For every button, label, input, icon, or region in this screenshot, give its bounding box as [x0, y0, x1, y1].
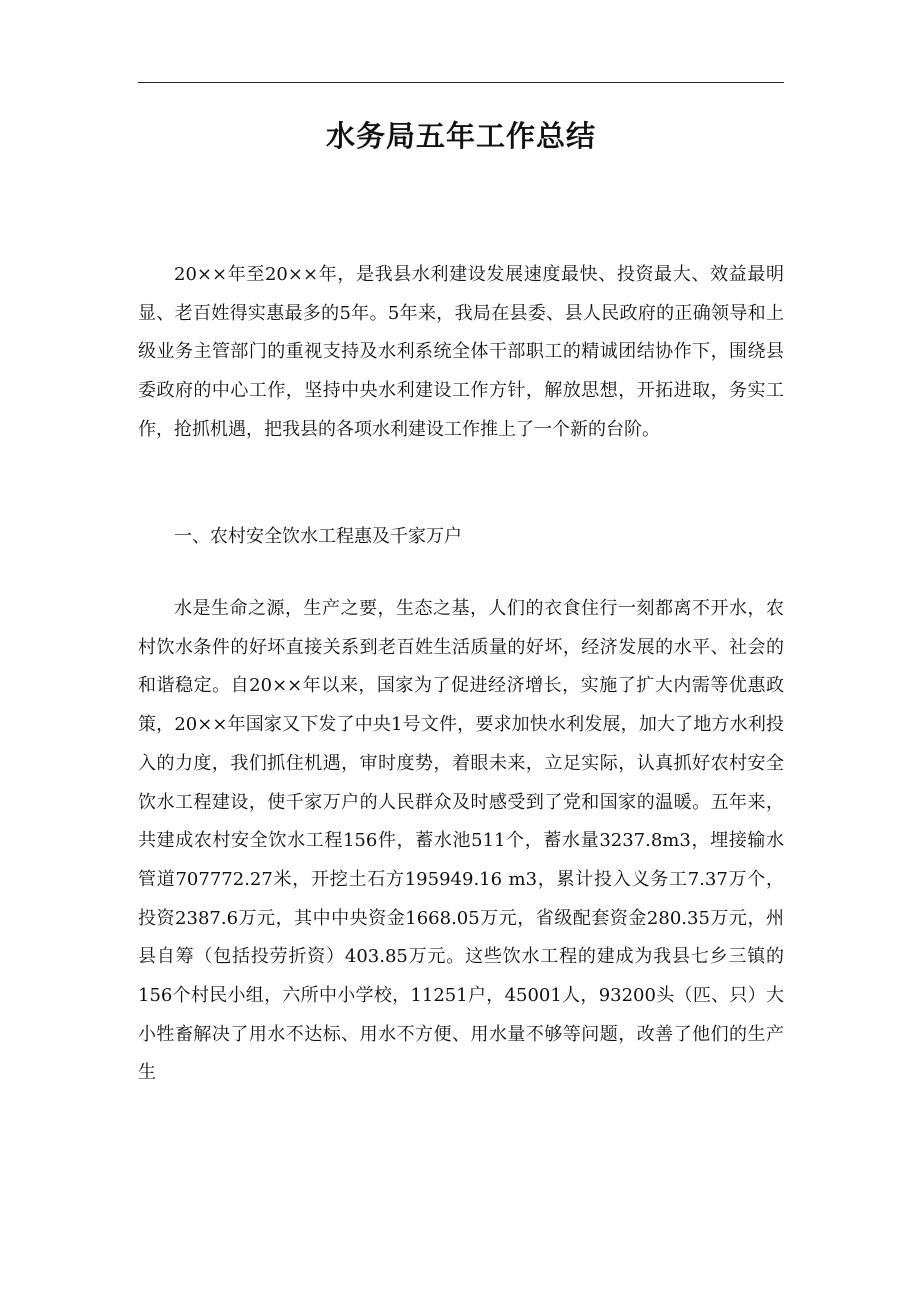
- section-heading: 一、农村安全饮水工程惠及千家万户: [174, 526, 462, 547]
- section-paragraph: 水是生命之源，生产之要，生态之基，人们的衣食住行一刻都离不开水，农村饮水条件的好坏直接关系到老百姓生活质量的好坏，经济发展的水平、社会的和谐稳定。自20××年以来，国家为了促进经济增长，实施了扩大内需等优惠政策，20××年国家又下发了中央1号文件，要求加快水利发展，加大了地方水利投入的力度，我们抓住机遇，审时度势，着眼未来，立足实际，认真抓好农村安全饮水工程建设，使千家万户的人民群众及时感受到了党和国家的温暖。五年来，共建成农村安全饮水工程156件，蓄水池511个，蓄水量3237.8m3，埋接输水管道707772.27米，开挖土石方195949.16 m3，累计投入义务工7.37万个，投资2387.6万元，其中中央资金1668.05万元，省级配套资金280.35万元，州县自筹（包括投劳折资）403.85万元。这些饮水工程的建成为我县七乡三镇的156个村民小组，六所中小学校，11251户，45001人，93200头（匹、只）大小牲畜解决了用水不达标、用水不方便、用水量不够等问题，改善了他们的生产生: [138, 598, 784, 1084]
- intro-paragraph: 20××年至20××年，是我县水利建设发展速度最快、投资最大、效益最明显、老百姓得实惠最多的5年。5年来，我局在县委、县人民政府的正确领导和上级业务主管部门的重视支持及水利系统全体干部职工的精诚团结协作下，围绕县委政府的中心工作，坚持中央水利建设工作方针，解放思想，开拓进取，务实工作，抢抓机遇，把我县的各项水利建设工作推上了一个新的台阶。: [138, 264, 784, 440]
- document-title: 水务局五年工作总结: [325, 119, 596, 153]
- header-rule: [138, 82, 784, 83]
